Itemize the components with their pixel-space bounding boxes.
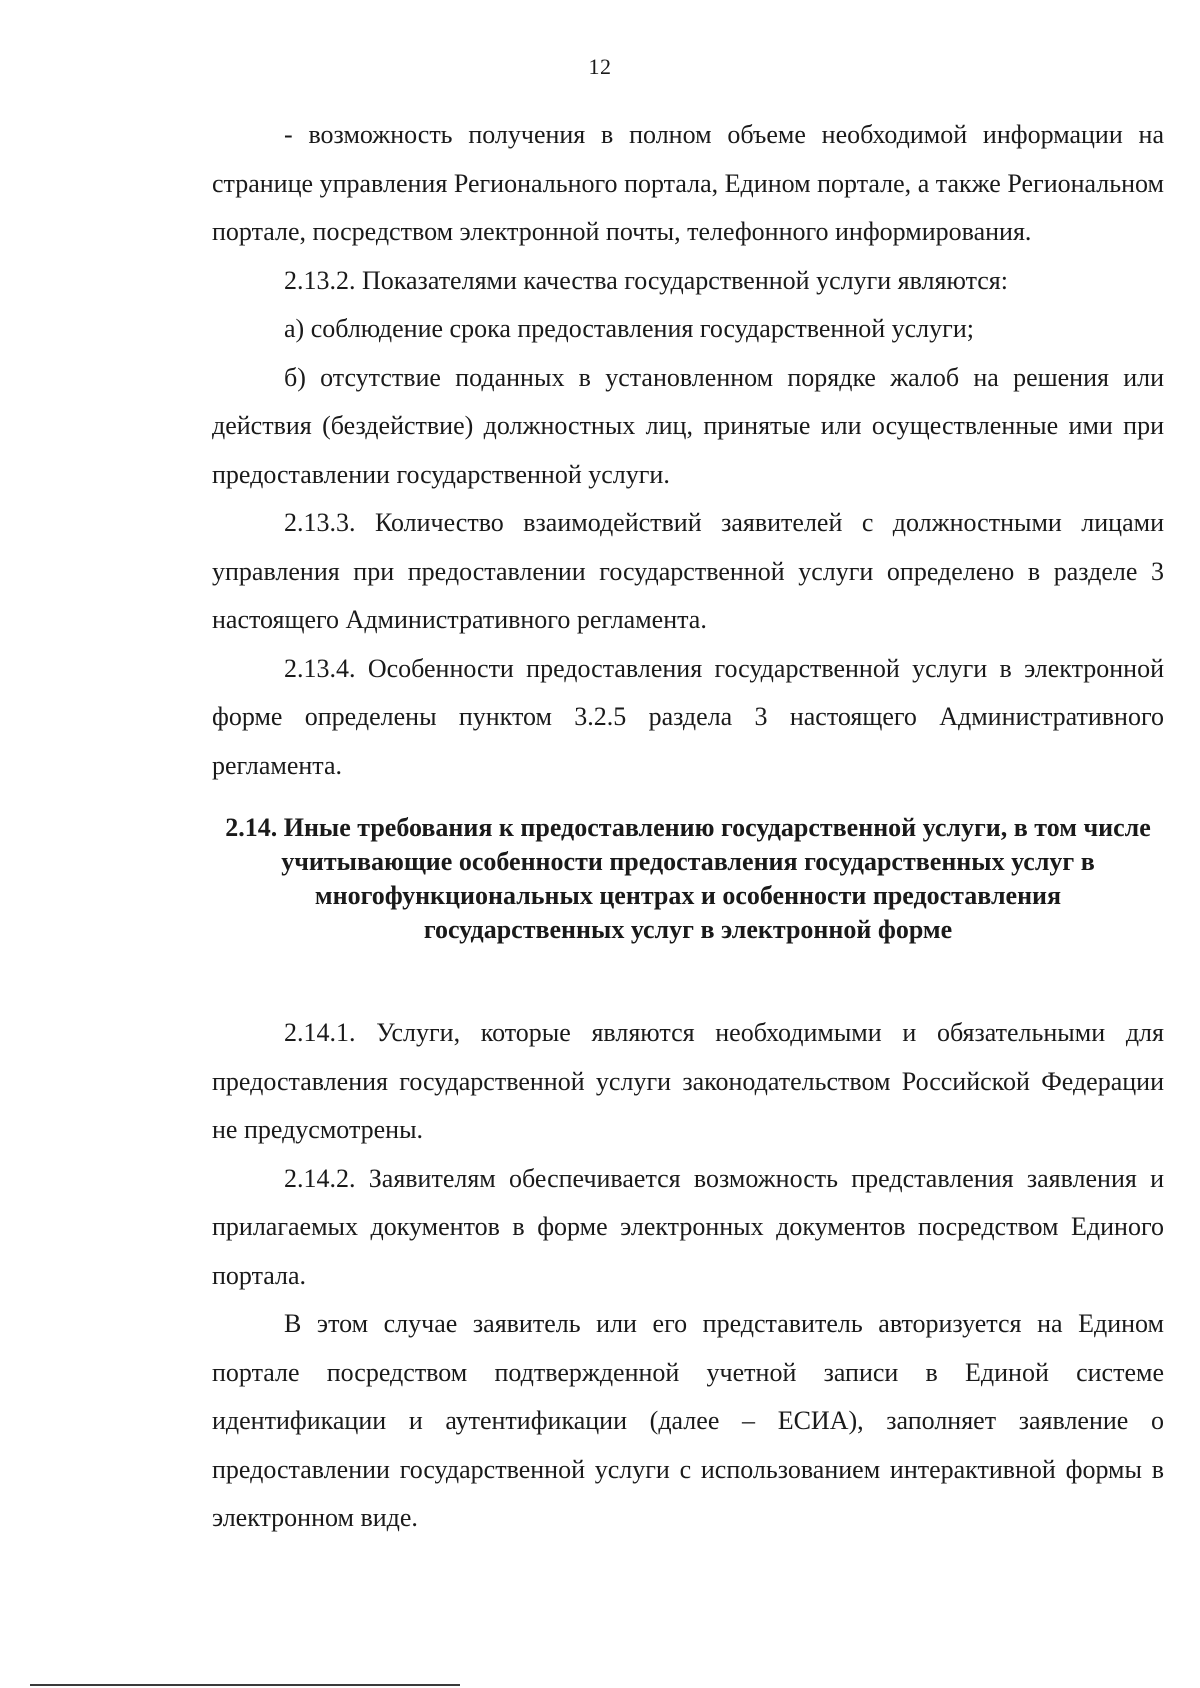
paragraph-2-13-4: 2.13.4. Особенности предоставления государственной услуги в электронной форме определены пунктом 3.2.5 раздела 3 настоящего Административного регламента. — [212, 653, 1164, 780]
page-number: 12 — [588, 54, 612, 79]
paragraph-item-a: а) соблюдение срока предоставления государственной услуги; — [284, 314, 974, 343]
paragraph-information-access: - возможность получения в полном объеме необходимой информации на странице управления Регионального портала, Едином портале, а также Региональном портале, посредством электронной почты, телефонного информирования. — [212, 120, 1164, 246]
paragraph-2-13-3: 2.13.3. Количество взаимодействий заявителей с должностными лицами управления при предоставлении государственной услуги определено в разделе 3 настоящего Административного регламента. — [212, 508, 1164, 634]
paragraph-2-13-2: 2.13.2. Показателями качества государственной услуги являются: — [284, 265, 1008, 295]
document-body — [212, 111, 1164, 1543]
paragraph-item-b: б) отсутствие поданных в установленном порядке жалоб на решения или действия (бездействие) должностных лиц, принятые или осуществленные ими при предоставлении государственной услуги. — [212, 362, 1164, 489]
paragraph-esia-authorization: В этом случае заявитель или его представитель авторизуется на Едином портале посредством подтвержденной учетной записи в Единой системе идентификации и аутентификации (далее – ЕСИА), заполняет заявление о предоставлении государственной услуги с использованием интерактивной формы в электронном виде. — [212, 1309, 1164, 1532]
paragraph-2-14-2: 2.14.2. Заявителям обеспечивается возможность представления заявления и прилагаемых документов в форме электронных документов посредством Единого портала. — [212, 1163, 1164, 1290]
bottom-scan-line — [30, 1684, 460, 1686]
section-heading-2-14: 2.14. Иные требования к предоставлению государственной услуги, в том числе учитывающие особенности предоставления государственных услуг в многофункциональных центрах и особенности предоставления государственных услуг в электронной форме — [225, 813, 1151, 944]
paragraph-2-14-1: 2.14.1. Услуги, которые являются необходимыми и обязательными для предоставления государственной услуги законодательством Российской Федерации не предусмотрены. — [212, 1018, 1164, 1144]
